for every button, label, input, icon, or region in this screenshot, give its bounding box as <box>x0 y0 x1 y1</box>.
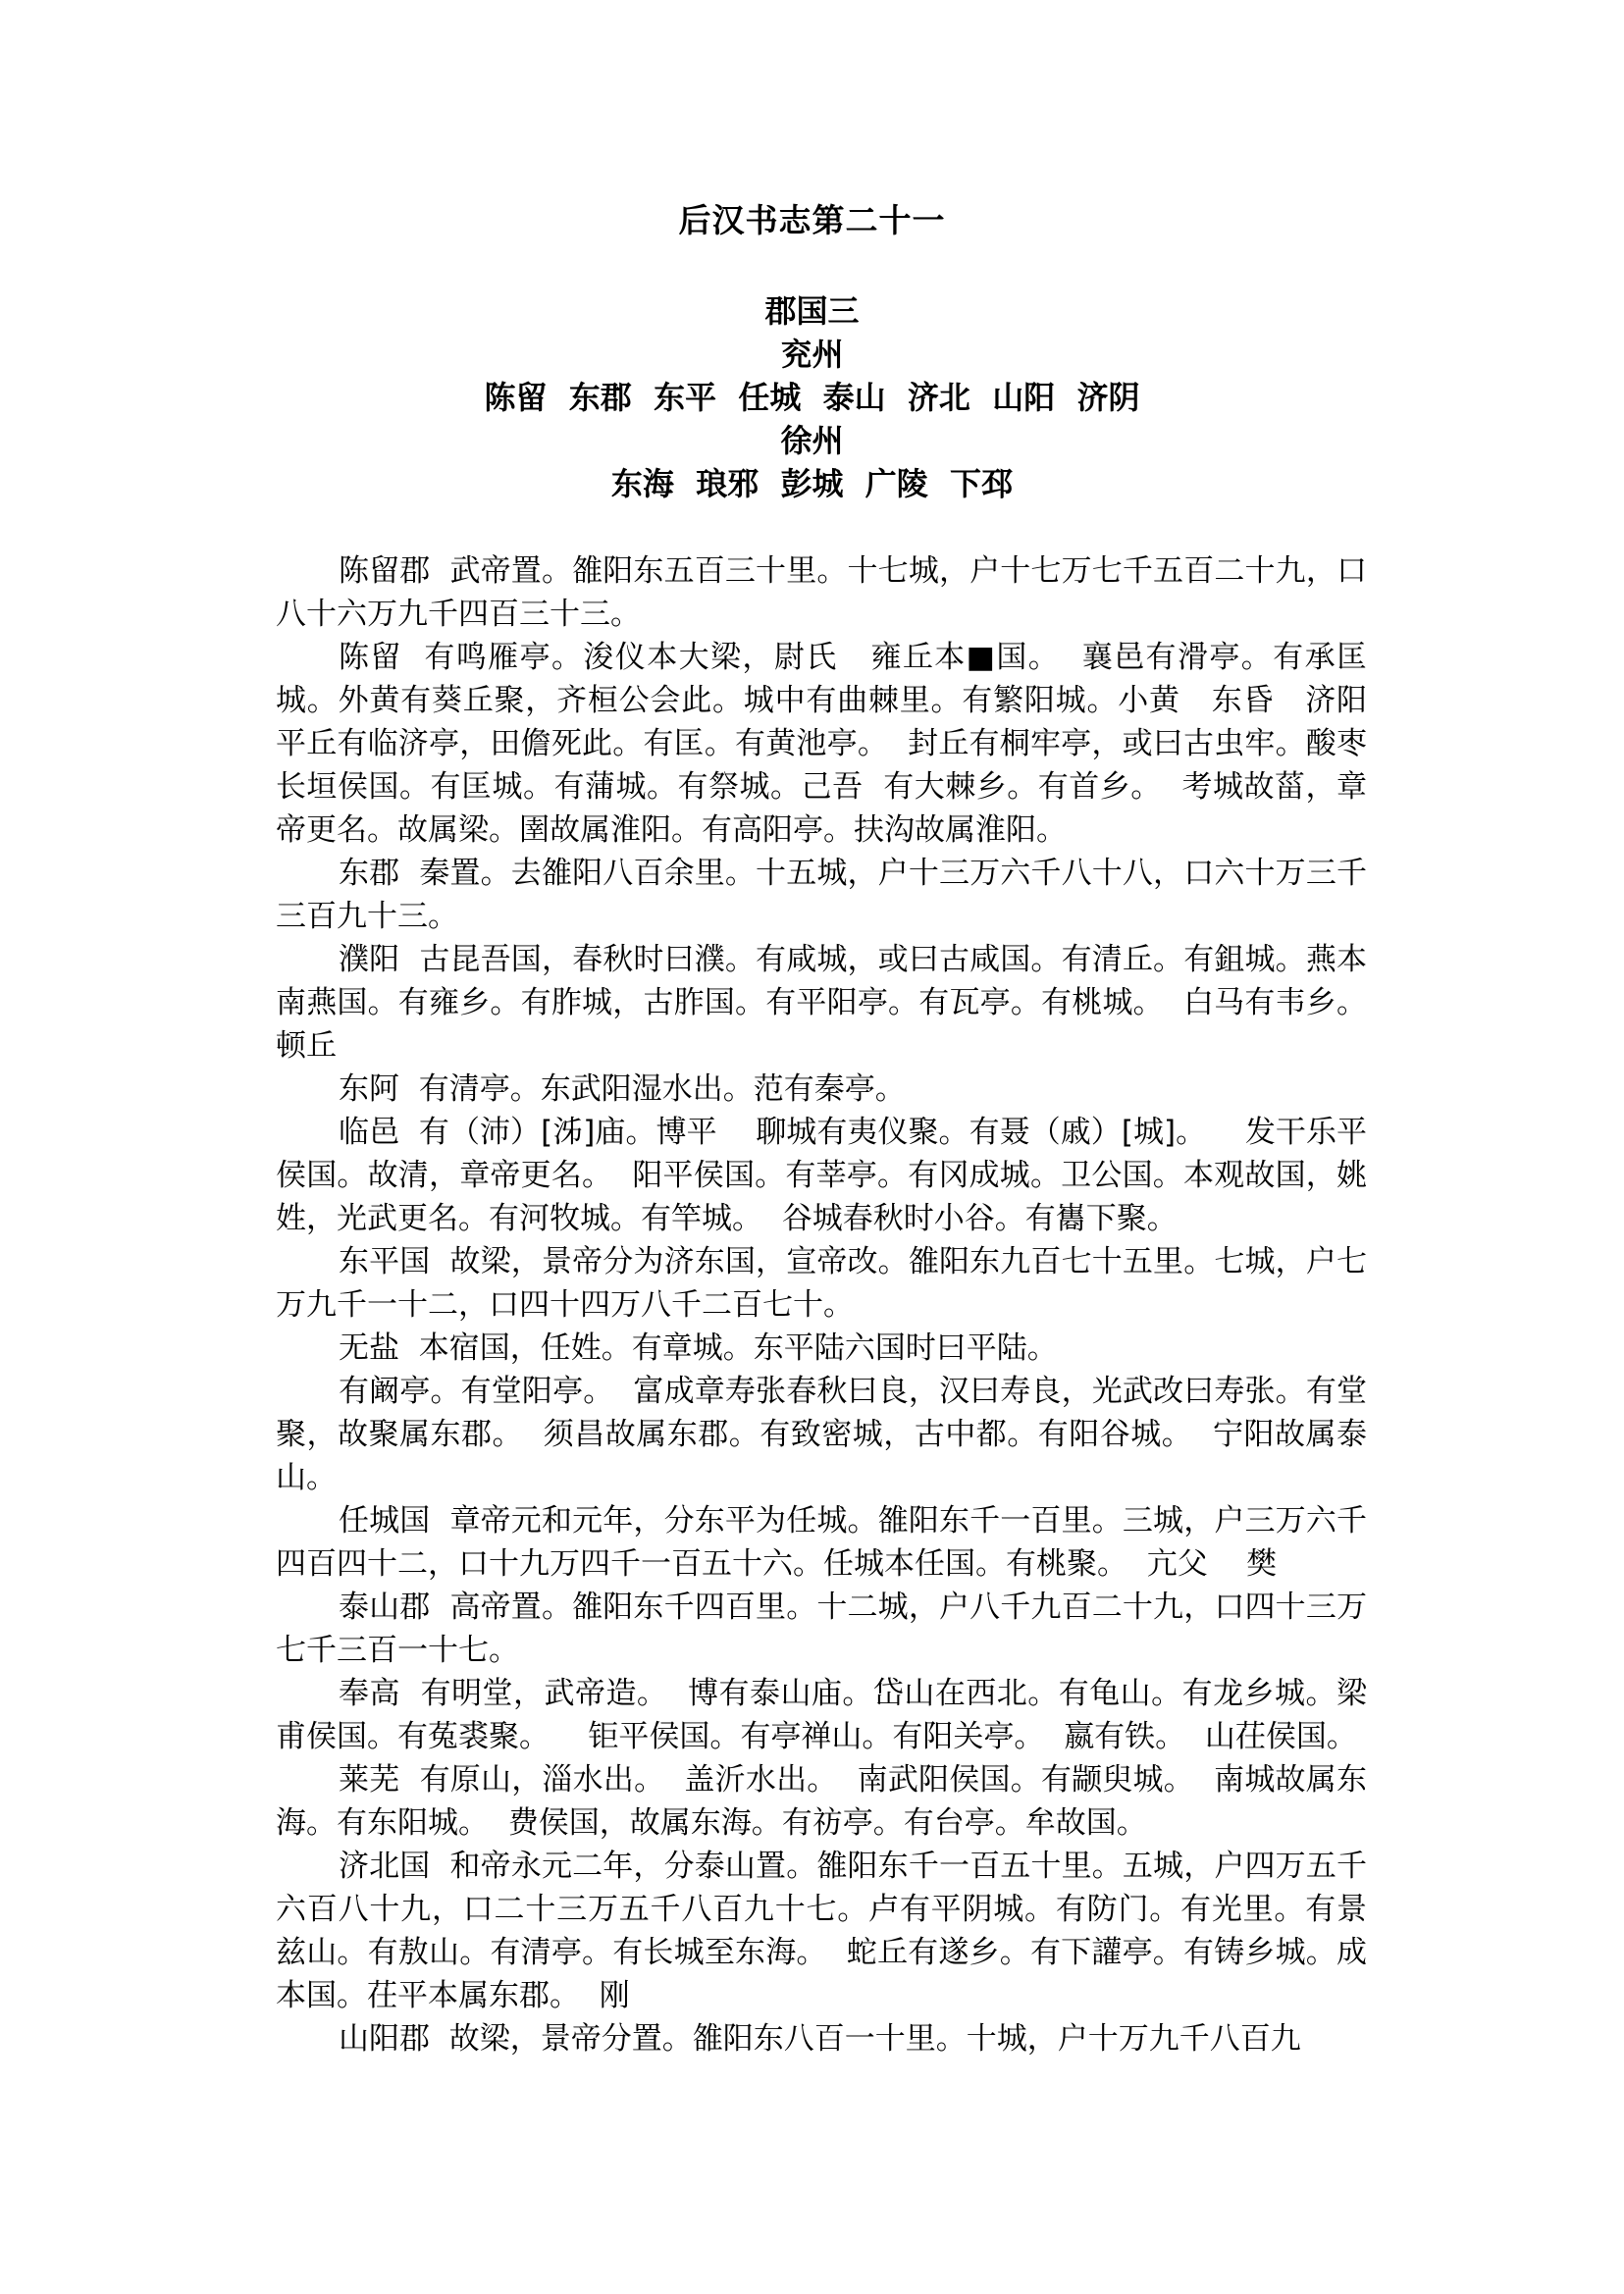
section-headings <box>0 289 1624 505</box>
paragraph: 陈留 有鸣雁亭。浚仪本大梁，尉氏 雍丘本■国。 襄邑有滑亭。有承匡城。外黄有葵丘聚，齐桓公会此。城中有曲棘里。有繁阳城。小黄 东昏 济阳 平丘有临济亭，田儋死此。有匡。有黄池亭。 封丘有桐牢亭，或曰古虫牢。酸枣长垣侯国。有匡城。有蒲城。有祭城。己吾 有大棘乡。有首乡。 考城故菑，章帝更名。故属梁。圉故属淮阳。有高阳亭。扶沟故属淮阳。 <box>276 640 1396 848</box>
paragraph: 濮阳 古昆吾国，春秋时曰濮。有咸城，或曰古咸国。有清丘。有鉏城。燕本南燕国。有雍乡。有胙城，古胙国。有平阳亭。有瓦亭。有桃城。 白马有韦乡。 顿丘 <box>276 942 1416 1064</box>
paragraph: 任城国 章帝元和元年，分东平为任城。雒阳东千一百里。三城，户三万六千四百四十二，口十九万四千一百五十六。任城本任国。有桃聚。 亢父 樊 <box>276 1503 1367 1582</box>
document-title: 后汉书志第二十一 <box>678 201 946 239</box>
paragraph: 东平国 故梁，景帝分为济东国，宣帝改。雒阳东九百七十五里。七城，户七万九千一十二，口四十四万八千二百七十。 <box>276 1244 1367 1323</box>
paragraph: 有阚亭。有堂阳亭。 富成章寿张春秋曰良，汉曰寿良，光武改曰寿张。有堂聚，故聚属东郡。 须昌故属东郡。有致密城，古中都。有阳谷城。 宁阳故属泰山。 <box>276 1374 1367 1495</box>
section-heading-xuzhou: 徐州 <box>780 422 844 459</box>
section-heading-yanzhou: 兖州 <box>780 336 844 373</box>
paragraph: 无盐 本宿国，任姓。有章城。东平陆六国时曰平陆。 <box>339 1330 1058 1366</box>
section-heading-yanzhou-list: 陈留 东郡 东平 任城 泰山 济北 山阳 济阴 <box>484 379 1140 416</box>
paragraph: 莱芜 有原山，淄水出。 盖沂水出。 南武阳侯国。有颛臾城。 南城故属东海。有东阳城。 费侯国，故属东海。有祊亭。有台亭。牟故国。 <box>276 1762 1367 1841</box>
paragraph: 济北国 和帝永元二年，分泰山置。雒阳东千一百五十里。五城，户四万五千六百八十九，口二十三万五千八百九十七。卢有平阴城。有防门。有光里。有景兹山。有敖山。有清亭。有长城至东海。 蛇丘有遂乡。有下讙亭。有铸乡城。成本国。茌平本属东郡。 刚 <box>276 1849 1367 2013</box>
document-body <box>276 549 1416 2060</box>
section-heading-commandery: 郡国三 <box>764 292 860 330</box>
section-heading-xuzhou-list: 东海 琅邪 彭城 广陵 下邳 <box>610 465 1014 502</box>
paragraph: 东郡 秦置。去雒阳八百余里。十五城，户十三万六千八十八，口六十万三千三百九十三。 <box>276 856 1367 934</box>
paragraph: 泰山郡 高帝置。雒阳东千四百里。十二城，户八千九百二十九，口四十三万七千三百一十七。 <box>276 1590 1367 1668</box>
paragraph: 临邑 有（沛）[泲]庙。博平 聊城有夷仪聚。有聂（戚）[城]。 发干乐平侯国。故清，章帝更名。 阳平侯国。有莘亭。有冈成城。卫公国。本观故国，姚姓，光武更名。有河牧城。有竿城。 谷城春秋时小谷。有巂下聚。 <box>276 1115 1367 1236</box>
paragraph: 东阿 有清亭。东武阳湿水出。范有秦亭。 <box>339 1071 906 1107</box>
paragraph: 奉高 有明堂，武帝造。 博有泰山庙。岱山在西北。有龟山。有龙乡城。梁甫侯国。有菟裘聚。 钜平侯国。有亭禅山。有阳关亭。 嬴有铁。 山茌侯国。 <box>276 1676 1367 1754</box>
paragraph: 山阳郡 故梁，景帝分置。雒阳东八百一十里。十城，户十万九千八百九 <box>339 2021 1301 2057</box>
paragraph: 陈留郡 武帝置。雒阳东五百三十里。十七城，户十七万七千五百二十九，口八十六万九千四百三十三。 <box>276 553 1367 632</box>
